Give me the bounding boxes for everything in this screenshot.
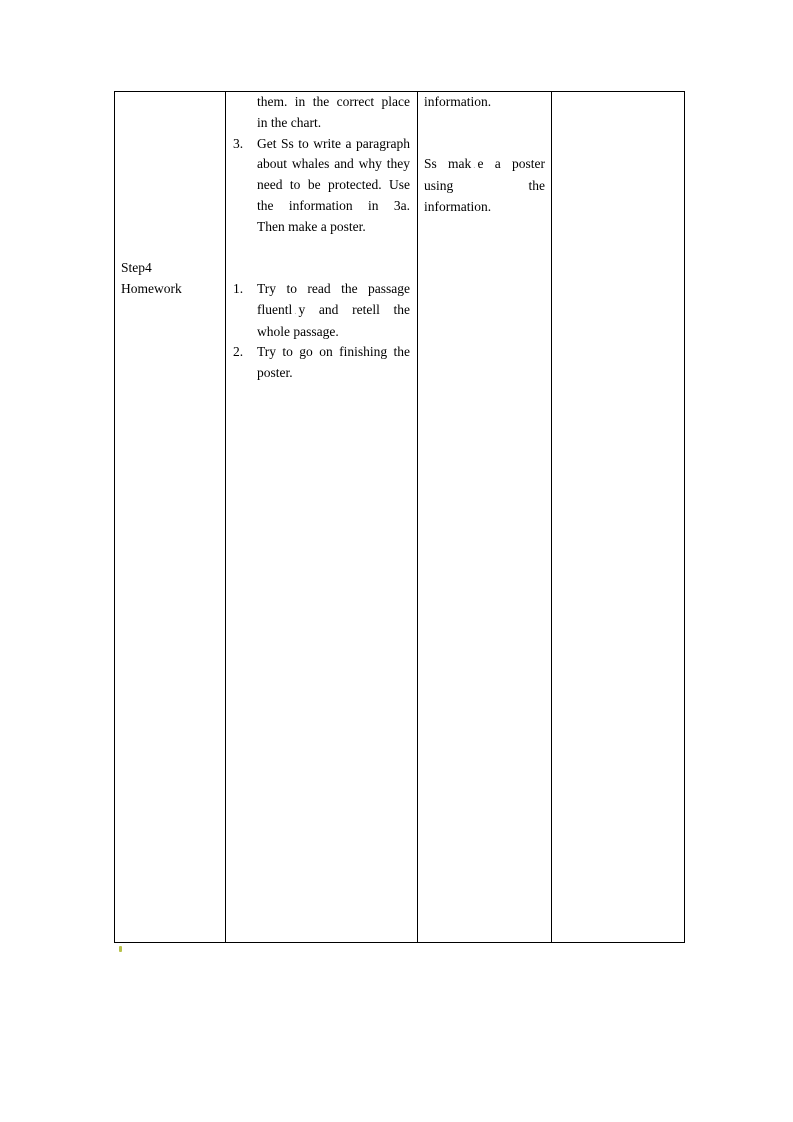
step-column xyxy=(115,92,225,942)
text-fragment: Ss mak xyxy=(424,156,472,171)
list-item xyxy=(226,342,417,384)
text-line: using the xyxy=(424,177,545,193)
notes-column xyxy=(552,92,684,942)
student-activity-text xyxy=(424,154,545,217)
list-number: 2. xyxy=(233,344,244,360)
text-line: Try to read the passage xyxy=(257,281,410,296)
text-line: need to be protected. Use xyxy=(257,177,410,193)
text-line: information. xyxy=(424,94,492,109)
homework-list xyxy=(226,279,417,384)
list-item xyxy=(226,279,417,342)
text-line xyxy=(424,154,545,176)
footnote-mark xyxy=(119,946,122,952)
student-activity-text xyxy=(424,92,545,113)
stray-mark: . xyxy=(473,160,476,170)
step-number: Step4 xyxy=(121,260,152,275)
text-fragment: y and retell the xyxy=(298,301,410,317)
lesson-plan-table xyxy=(114,91,685,943)
text-line: Get Ss to write a paragraph xyxy=(257,135,410,151)
text-line: whole passage. xyxy=(257,323,339,339)
list-item xyxy=(226,134,417,238)
text-line: Try to go on finishing the xyxy=(257,344,410,360)
list-number: 3. xyxy=(233,135,244,151)
text-line: poster. xyxy=(257,365,293,381)
student-activity-column xyxy=(418,92,551,942)
list-item-continued xyxy=(226,92,417,134)
text-fragment: e a poster xyxy=(477,156,545,171)
text-line: Then make a poster. xyxy=(257,218,366,234)
text-line xyxy=(257,300,410,322)
step-label xyxy=(121,258,182,300)
activity-list xyxy=(226,92,417,238)
teacher-activity-column xyxy=(226,92,417,942)
text-line: about whales and why they xyxy=(257,156,410,172)
list-number: 1. xyxy=(233,281,244,296)
step-title: Homework xyxy=(121,280,182,296)
text-fragment: fluentl xyxy=(257,301,293,317)
text-line: information. xyxy=(424,198,492,214)
text-line: in the chart. xyxy=(257,114,322,130)
text-line: the information in 3a. xyxy=(257,197,410,213)
text-line: them. in the correct place xyxy=(257,94,410,109)
stray-mark: . xyxy=(294,305,297,316)
